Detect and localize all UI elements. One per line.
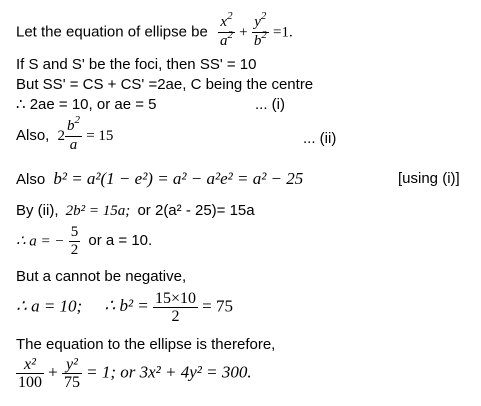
- line-b2-75: [16, 290, 233, 325]
- line-therefore: [16, 336, 275, 354]
- by-ii-text: By (ii),: [16, 202, 59, 219]
- line-by-ii: [16, 202, 255, 220]
- ref-using-i: [398, 170, 460, 188]
- foci-text: If S and S' be the foci, then SS' = 10: [16, 56, 257, 73]
- final-equation-rest: = 1; or 3x² + 4y² = 300.: [86, 362, 252, 382]
- num-15x10: 15×10: [154, 290, 196, 307]
- 2b2-15a: 2b² = 15a;: [65, 203, 131, 219]
- den-100: 100: [18, 374, 42, 391]
- not-negative-text: But a cannot be negative,: [16, 268, 187, 285]
- b-var: b: [67, 118, 75, 134]
- fraction-15x10-2: [153, 290, 198, 325]
- or-2a2-25: or 2(a² - 25)= 15a: [137, 202, 255, 219]
- coef-2: 2: [57, 127, 66, 144]
- b2-equation: b² = a²(1 − e²) = a² − a²e² = a² − 25: [53, 169, 304, 188]
- b2-equals: ∴ b² =: [104, 296, 149, 316]
- line-a-values: [16, 224, 152, 259]
- fraction-y2-75: [62, 356, 82, 391]
- line-ae: [16, 96, 156, 114]
- exp: 2: [227, 10, 233, 22]
- ref-i-text: ... (i): [255, 96, 285, 113]
- line-not-negative: [16, 268, 186, 286]
- a-var: a: [69, 137, 78, 153]
- den-2: 2: [70, 242, 79, 258]
- exp: 2: [260, 10, 267, 22]
- equals-one: =1.: [272, 24, 293, 41]
- den-2b: 2: [171, 308, 180, 325]
- num-y2: y²: [65, 356, 78, 373]
- line-b2: [16, 170, 303, 189]
- a-equals-minus: ∴ a = −: [16, 233, 65, 250]
- therefore-text: The equation to the ellipse is therefore,: [16, 336, 276, 353]
- num-x2: x²: [24, 356, 36, 373]
- ref-ii-text: ... (ii): [303, 130, 337, 147]
- fraction-x2-100: [16, 356, 44, 391]
- a-var: a: [220, 33, 228, 49]
- exp: 2: [227, 29, 233, 41]
- line-also-2b2a: [16, 114, 114, 154]
- exp: 2: [74, 114, 81, 126]
- intro-text: Let the equation of ellipse be: [16, 23, 208, 41]
- also-text: Also,: [16, 126, 50, 144]
- fraction-x2-a2: [218, 10, 235, 51]
- equals-15: = 15: [86, 127, 114, 144]
- centre-text: But SS' = CS + CS' =2ae, C being the centre: [16, 76, 314, 93]
- plus-sign-2: +: [48, 362, 58, 382]
- ref-ii: [303, 130, 336, 148]
- line-foci: [16, 56, 256, 74]
- ref-i: [255, 96, 285, 114]
- ae-text: ∴ 2ae = 10, or ae = 5: [16, 96, 157, 113]
- line-equation-intro: [16, 10, 293, 51]
- den-75: 75: [63, 374, 80, 391]
- exp: 2: [261, 29, 267, 41]
- fraction-5-2: [69, 224, 81, 259]
- equals-75: = 75: [202, 296, 233, 316]
- fraction-b2-a: [65, 114, 82, 154]
- also-text-2: Also: [16, 171, 46, 188]
- fraction-y2-b2: [252, 10, 269, 51]
- or-a-10: or a = 10.: [88, 232, 153, 250]
- y-var: y: [254, 14, 261, 30]
- ref-using-i-text: [using (i)]: [398, 170, 460, 187]
- line-centre: [16, 76, 313, 94]
- x-var: x: [220, 14, 228, 30]
- num-5: 5: [70, 224, 79, 240]
- b-var: b: [253, 33, 262, 49]
- a-equals-10: ∴ a = 10;: [16, 296, 83, 316]
- line-final-equation: [16, 356, 252, 391]
- plus-sign: +: [239, 24, 248, 41]
